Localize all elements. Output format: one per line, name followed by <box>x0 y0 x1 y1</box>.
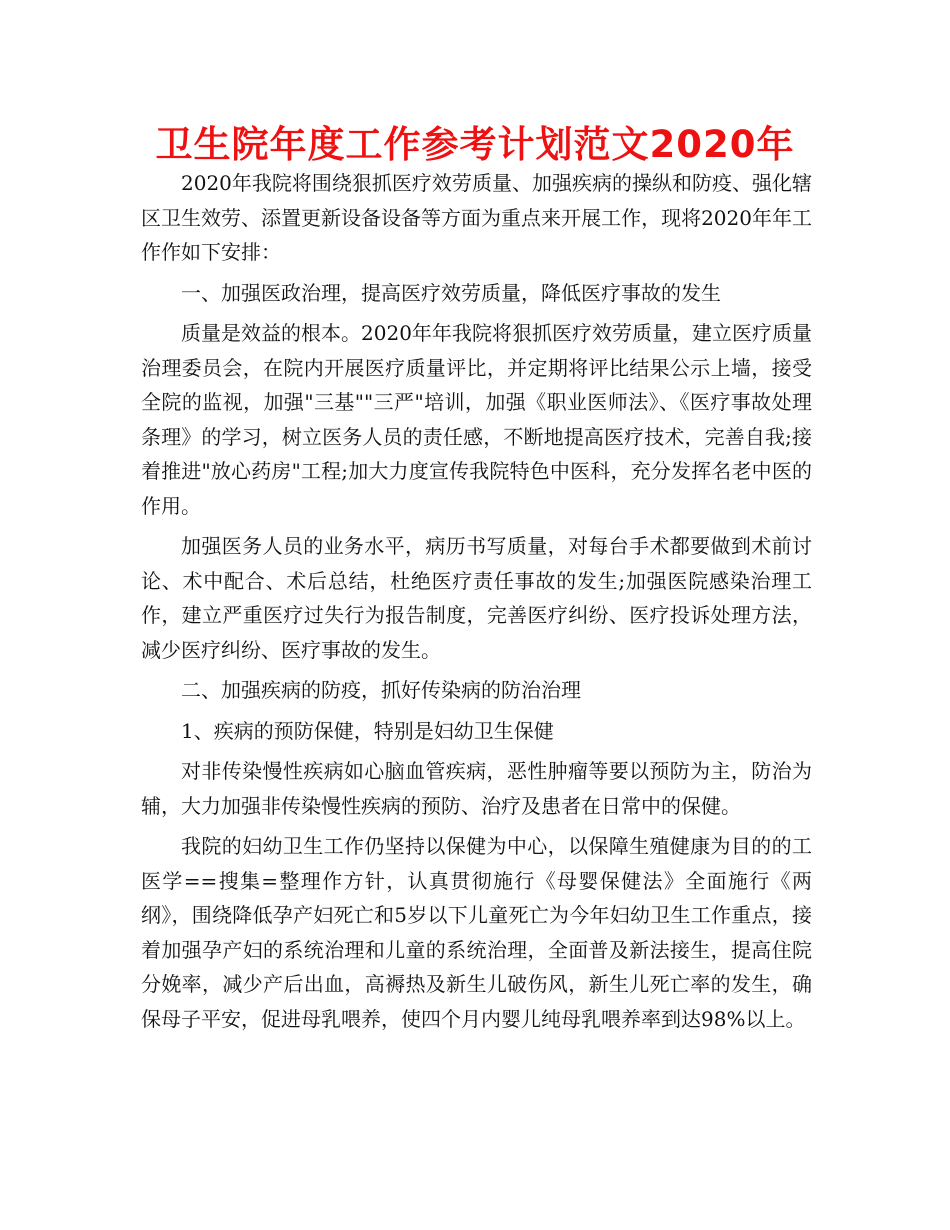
document-title: 卫生院年度工作参考计划范文2020年 <box>155 123 795 166</box>
paragraph-intro: 2020年我院将围绕狠抓医疗效劳质量、加强疾病的操纵和防疫、强化辖区卫生效劳、添置更新设备设备等方面为重点来开展工作，现将2020年年工作作如下安排： <box>141 171 812 264</box>
paragraph-maternal-child: 我院的妇幼卫生工作仍坚持以保健为中心，以保障生殖健康为目的的工医学==搜集=整理作方针，认真贯彻施行《母婴保健法》全面施行《两纲》，围绕降低孕产妇死亡和5岁以下儿童死亡为今年妇幼卫生工作重点，接着加强孕产妇的系统治理和儿童的系统治理，全面普及新法接生，提高住院分娩率，减少产后出血，高褥热及新生儿破伤风，新生儿死亡率的发生，确保母子平安，促进母乳喂养，使四个月内婴儿纯母乳喂养率到达98%以上。 <box>141 834 812 1031</box>
paragraph-staff: 加强医务人员的业务水平，病历书写质量，对每台手术都要做到术前讨论、术中配合、术后总结，杜绝医疗责任事故的发生;加强医院感染治理工作，建立严重医疗过失行为报告制度，完善医疗纠纷、医疗投诉处理方法，减少医疗纠纷、医疗事故的发生。 <box>141 534 812 662</box>
subsection-heading-1: 1、疾病的预防保健，特别是妇幼卫生保健 <box>181 718 554 743</box>
paragraph-chronic-disease: 对非传染慢性疾病如心脑血管疾病，恶性肿瘤等要以预防为主，防治为辅，大力加强非传染慢性疾病的预防、治疗及患者在日常中的保健。 <box>141 759 812 818</box>
section-heading-1: 一、加强医政治理，提高医疗效劳质量，降低医疗事故的发生 <box>181 280 721 305</box>
document-body <box>141 166 812 1036</box>
section-heading-2: 二、加强疾病的防疫，抓好传染病的防治治理 <box>181 678 581 702</box>
paragraph-quality: 质量是效益的根本。2020年年我院将狠抓医疗效劳质量，建立医疗质量治理委员会，在院内开展医疗质量评比，并定期将评比结果公示上墙，接受全院的监视，加强"三基""三严"培训，加强《职业医师法》、《医疗事故处理条理》的学习，树立医务人员的责任感，不断地提高医疗技术，完善自我;接着推进"放心药房"工程;加大力度宣传我院特色中医科，充分发挥名老中医的作用。 <box>141 321 812 518</box>
